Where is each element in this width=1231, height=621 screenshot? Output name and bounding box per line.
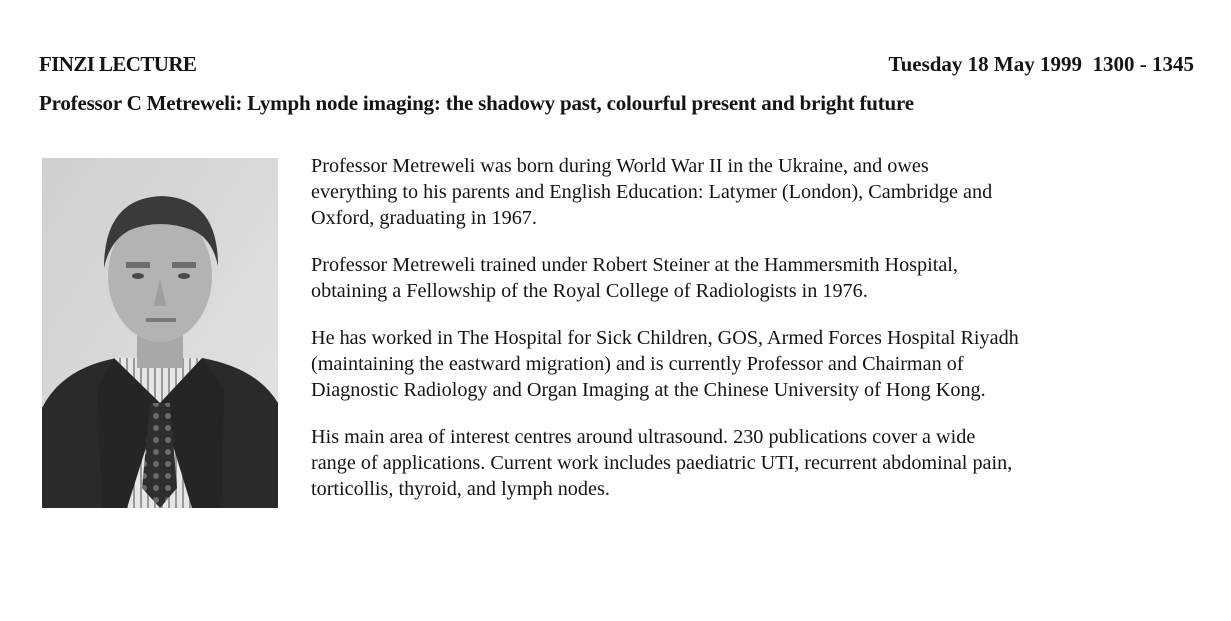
bio-line: torticollis, thyroid, and lymph nodes. <box>311 478 610 500</box>
speaker-biography <box>311 153 1211 523</box>
bio-paragraph-training <box>311 252 1211 304</box>
bio-paragraph-career <box>311 325 1211 403</box>
bio-line: Professor Metreweli trained under Robert Steiner at the Hammersmith Hospital, <box>311 254 958 276</box>
lecture-title: Professor C Metreweli: Lymph node imaging: the shadowy past, colourful present and bright future <box>39 91 914 115</box>
lecture-datetime <box>888 52 1194 77</box>
bio-line: His main area of interest centres around ultrasound. 230 publications cover a wide <box>311 426 976 448</box>
bio-line: Diagnostic Radiology and Organ Imaging at the Chinese University of Hong Kong. <box>311 379 986 401</box>
lecture-time: 1300 - 1345 <box>1092 52 1194 76</box>
bio-paragraph-birth <box>311 153 1211 231</box>
bio-line: He has worked in The Hospital for Sick Children, GOS, Armed Forces Hospital Riyadh <box>311 327 1019 349</box>
bio-line: obtaining a Fellowship of the Royal College of Radiologists in 1976. <box>311 280 868 302</box>
bio-line: everything to his parents and English Education: Latymer (London), Cambridge and <box>311 181 993 203</box>
speaker-portrait <box>42 158 278 508</box>
bio-paragraph-interests <box>311 424 1211 502</box>
bio-line: Oxford, graduating in 1967. <box>311 207 537 229</box>
lecture-label: FINZI LECTURE <box>39 52 197 76</box>
bio-line: Professor Metreweli was born during World War II in the Ukraine, and owes <box>311 155 929 177</box>
lecture-date: Tuesday 18 May 1999 <box>888 52 1082 76</box>
bio-line: (maintaining the eastward migration) and is currently Professor and Chairman of <box>311 353 964 375</box>
bio-line: range of applications. Current work includes paediatric UTI, recurrent abdominal pain, <box>311 452 1013 474</box>
